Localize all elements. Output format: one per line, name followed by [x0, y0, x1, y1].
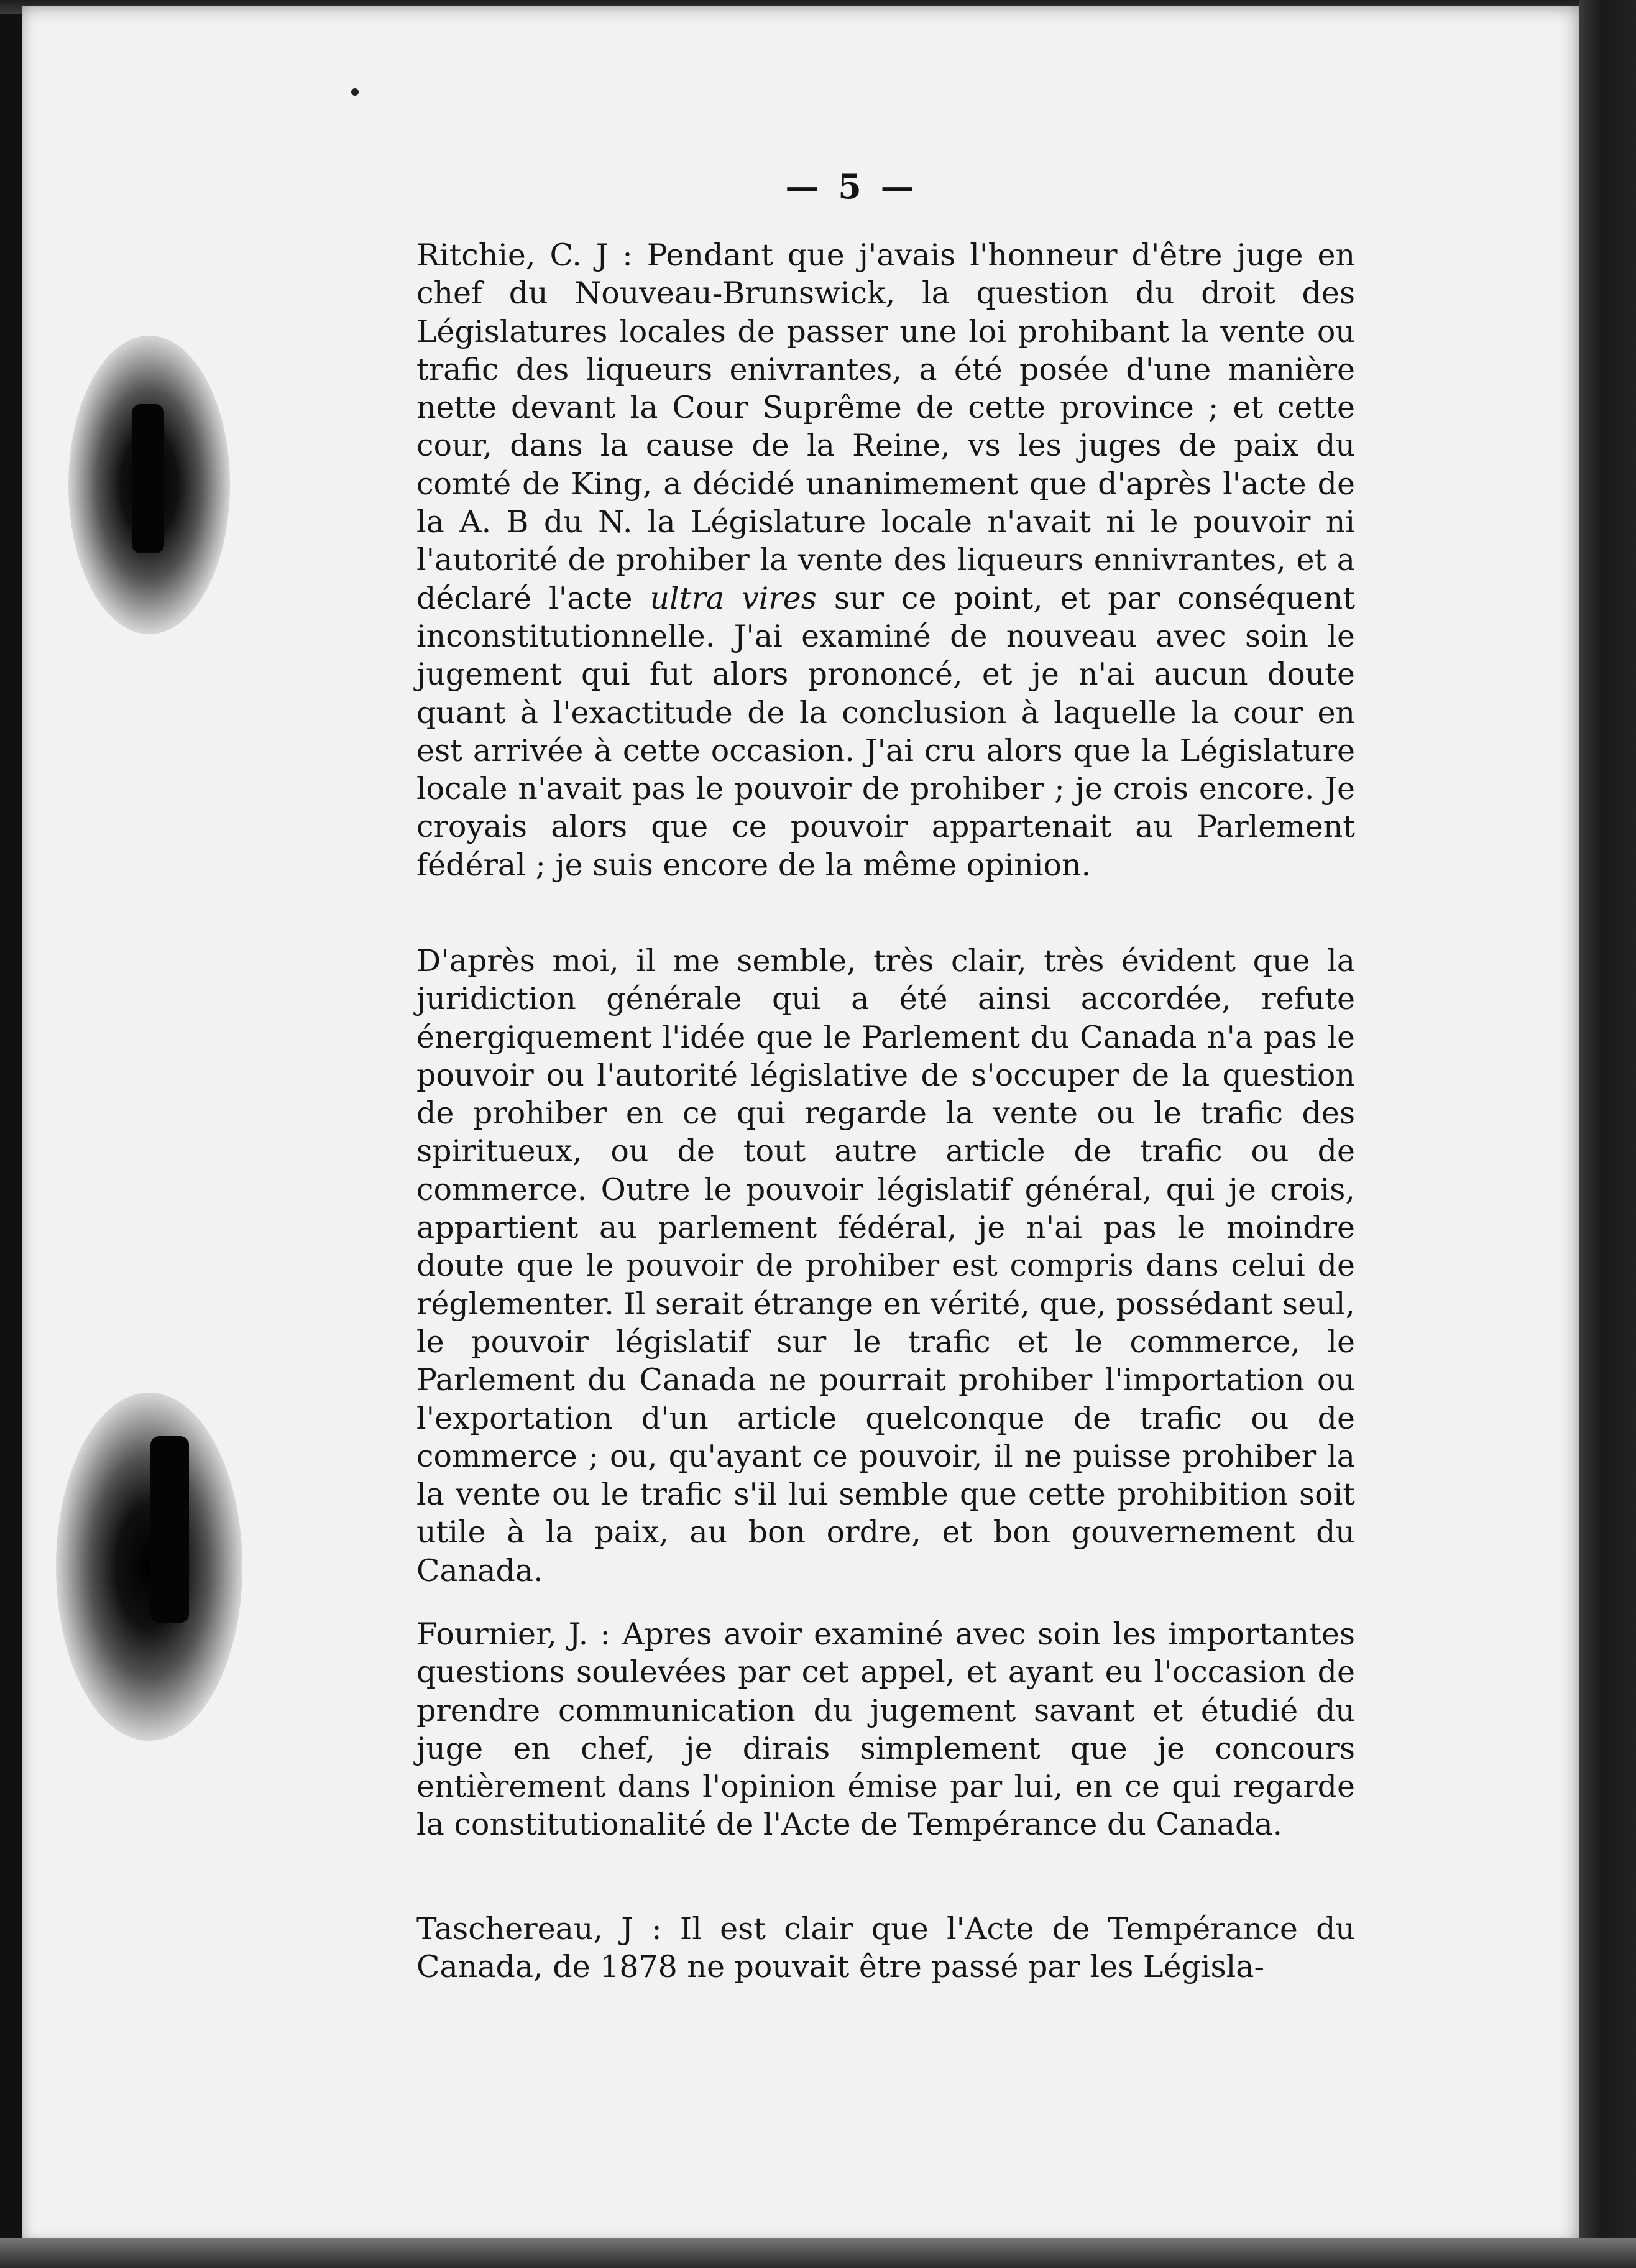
binding-hole-lower	[150, 1436, 189, 1623]
paragraph-opinion	[382, 942, 1355, 1590]
paragraph-opinion-text: D'après moi, il me semble, très clair, très évident que la juridiction générale qui a été ainsi accordée, refute énergiquement l'idée que le Parlement du Canada n'a pas le pouvoir ou l'autorité législative de s'occuper de la question de prohiber en ce qui regarde la vente ou le trafic des spiritueux, ou de tout autre article de trafic ou de commerce. Outre le pouvoir législatif général, qui je crois, appartient au parlement fédéral, je n'ai pas le moindre doute que le pouvoir de prohiber est compris dans celui de réglementer. Il serait étrange en vérité, que, possédant seul, le pouvoir législatif sur le trafic et le commerce, le Parlement du Canada ne pourrait prohiber l'importation ou l'exportation d'un article quelconque de trafic ou de commerce ; ou, qu'ayant ce pouvoir, il ne puisse prohiber la la vente ou le trafic s'il lui semble que cette prohibition soit utile à la paix, au bon ordre, et bon gouvernement du Canada.	[416, 943, 1355, 1588]
paragraph-taschereau-text: Il est clair que l'Acte de Tempérance du Canada, de 1878 ne pouvait être passé par les Législa-	[416, 1911, 1355, 1985]
page-number: — 5 —	[785, 167, 918, 206]
ink-speck	[351, 88, 359, 96]
paragraph-ritchie-italic: ultra vires	[650, 580, 817, 616]
paragraph-ritchie-text-after: sur ce point, et par conséquent inconstitutionnelle. J'ai examiné de nouveau avec soin le jugement qui fut alors prononcé, et je n'ai aucun doute quant à l'exactitude de la conclusion à laquelle la cour en est arrivée à cette occasion. J'ai cru alors que la Législature locale n'avait pas le pouvoir de prohiber ; je crois encore. Je croyais alors que ce pouvoir appartenait au Parlement fédéral ; je suis encore de la même opinion.	[416, 580, 1356, 883]
binding-stain-lower	[56, 1393, 242, 1741]
paragraph-taschereau	[382, 1910, 1355, 1986]
paragraph-fournier	[382, 1615, 1355, 1844]
scan-right-edge	[1579, 0, 1636, 2268]
paragraph-ritchie-text: Pendant que j'avais l'honneur d'être juge en chef du Nouveau-Brunswick, la question du droit des Législatures locales de passer une loi prohibant la vente ou trafic des liqueurs enivrantes, a été posée d'une manière nette devant la Cour Suprême de cette province ; et cette cour, dans la cause de la Reine, vs les juges de paix du comté de King, a décidé unanimement que d'après l'acte de la A. B du N. la Législature locale n'avait ni le pouvoir ni l'autorité de prohiber la vente des liqueurs ennivrantes, et a déclaré l'acte	[416, 237, 1356, 616]
binding-hole-upper	[132, 404, 164, 553]
speaker-taschereau: Taschereau, J :	[416, 1911, 662, 1947]
speaker-ritchie: Ritchie, C. J :	[416, 237, 633, 273]
paragraph-ritchie	[382, 236, 1355, 884]
paragraph-fournier-text: Apres avoir examiné avec soin les importantes questions soulevées par cet appel, et ayant eu l'occasion de prendre communication du jugement savant et étudié du juge en chef, je dirais simplement que je concours entièrement dans l'opinion émise par lui, en ce qui regarde la constitutionalité de l'Acte de Tempérance du Canada.	[416, 1616, 1356, 1843]
scan-bottom-edge	[0, 2238, 1636, 2268]
speaker-fournier: Fournier, J. :	[416, 1616, 610, 1652]
